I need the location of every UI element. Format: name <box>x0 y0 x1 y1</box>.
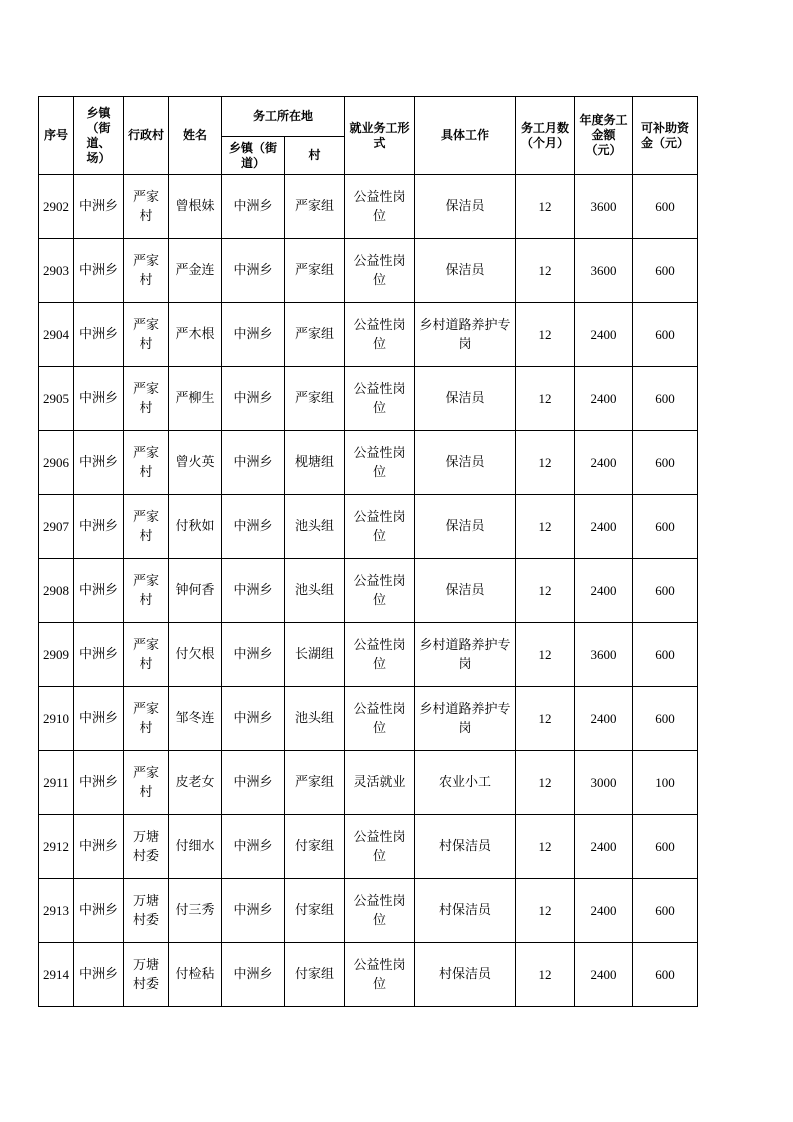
header-town <box>74 97 124 175</box>
cell-job-text: 保洁员 <box>445 455 485 470</box>
cell-job <box>415 751 516 815</box>
cell-loc-village: 严家组 <box>285 751 345 815</box>
cell-loc-village: 严家组 <box>285 239 345 303</box>
header-village: 行政村 <box>124 97 169 175</box>
header-job: 具体工作 <box>415 97 516 175</box>
cell-town: 中洲乡 <box>74 879 124 943</box>
cell-months: 12 <box>516 175 575 239</box>
header-town-label: 乡镇（街道、场） <box>86 105 111 165</box>
cell-seq: 2907 <box>39 495 74 559</box>
cell-seq: 2903 <box>39 239 74 303</box>
cell-loc-village: 严家组 <box>285 303 345 367</box>
cell-seq: 2909 <box>39 623 74 687</box>
cell-employment-form-text: 公益性岗位 <box>353 509 406 544</box>
cell-job-text: 村保洁员 <box>439 967 492 982</box>
cell-loc-town: 中洲乡 <box>222 431 285 495</box>
cell-name: 付秋如 <box>169 495 222 559</box>
table-row <box>39 495 698 559</box>
cell-job-text: 保洁员 <box>445 199 485 214</box>
cell-employment-form-text: 公益性岗位 <box>353 893 406 928</box>
cell-months: 12 <box>516 559 575 623</box>
cell-employment-form <box>345 367 415 431</box>
cell-employment-form <box>345 687 415 751</box>
cell-village-text: 严家村 <box>132 701 159 736</box>
cell-job <box>415 495 516 559</box>
cell-seq: 2910 <box>39 687 74 751</box>
cell-loc-village: 付家组 <box>285 879 345 943</box>
cell-months: 12 <box>516 431 575 495</box>
header-seq: 序号 <box>39 97 74 175</box>
cell-subsidy: 600 <box>633 623 698 687</box>
cell-employment-form <box>345 815 415 879</box>
header-subsidy <box>633 97 698 175</box>
cell-village-text: 万塘村委 <box>132 829 159 864</box>
cell-village <box>124 943 169 1007</box>
cell-village <box>124 367 169 431</box>
cell-annual-amount: 3000 <box>575 751 633 815</box>
cell-loc-village: 池头组 <box>285 495 345 559</box>
cell-seq: 2912 <box>39 815 74 879</box>
cell-months: 12 <box>516 623 575 687</box>
header-employment-form-label: 就业务工形式 <box>349 120 410 150</box>
cell-months: 12 <box>516 687 575 751</box>
cell-name: 付细水 <box>169 815 222 879</box>
cell-subsidy: 600 <box>633 431 698 495</box>
cell-employment-form-text: 公益性岗位 <box>353 701 406 736</box>
cell-employment-form <box>345 879 415 943</box>
cell-months: 12 <box>516 495 575 559</box>
cell-loc-town: 中洲乡 <box>222 367 285 431</box>
cell-town: 中洲乡 <box>74 239 124 303</box>
cell-town: 中洲乡 <box>74 559 124 623</box>
cell-town: 中洲乡 <box>74 431 124 495</box>
cell-village-text: 万塘村委 <box>132 893 159 928</box>
cell-loc-town: 中洲乡 <box>222 303 285 367</box>
cell-village-text: 严家村 <box>132 381 159 416</box>
cell-village <box>124 687 169 751</box>
cell-village-text: 严家村 <box>132 637 159 672</box>
cell-village <box>124 431 169 495</box>
cell-employment-form-text: 公益性岗位 <box>353 189 406 224</box>
cell-subsidy: 600 <box>633 239 698 303</box>
header-loc-village: 村 <box>285 137 345 175</box>
cell-seq: 2905 <box>39 367 74 431</box>
table-row <box>39 623 698 687</box>
cell-loc-village: 枧塘组 <box>285 431 345 495</box>
cell-employment-form-text: 公益性岗位 <box>353 253 406 288</box>
cell-village-text: 严家村 <box>132 253 159 288</box>
cell-subsidy: 600 <box>633 367 698 431</box>
cell-village-text: 严家村 <box>132 189 159 224</box>
cell-name: 付三秀 <box>169 879 222 943</box>
cell-loc-village: 长湖组 <box>285 623 345 687</box>
cell-subsidy: 600 <box>633 879 698 943</box>
cell-annual-amount: 2400 <box>575 367 633 431</box>
cell-loc-village: 严家组 <box>285 367 345 431</box>
cell-job <box>415 239 516 303</box>
cell-loc-town: 中洲乡 <box>222 239 285 303</box>
cell-village <box>124 303 169 367</box>
table-row <box>39 943 698 1007</box>
cell-name: 严柳生 <box>169 367 222 431</box>
cell-village <box>124 495 169 559</box>
cell-months: 12 <box>516 239 575 303</box>
cell-annual-amount: 3600 <box>575 175 633 239</box>
cell-job-text: 乡村道路养护专岗 <box>419 317 511 352</box>
cell-job-text: 村保洁员 <box>439 903 492 918</box>
cell-village <box>124 559 169 623</box>
cell-job <box>415 431 516 495</box>
cell-job-text: 保洁员 <box>445 391 485 406</box>
cell-job-text: 保洁员 <box>445 583 485 598</box>
cell-employment-form-text: 公益性岗位 <box>353 381 406 416</box>
cell-name: 钟何香 <box>169 559 222 623</box>
cell-months: 12 <box>516 303 575 367</box>
cell-employment-form <box>345 751 415 815</box>
table-row <box>39 559 698 623</box>
cell-annual-amount: 2400 <box>575 687 633 751</box>
table-row <box>39 175 698 239</box>
cell-subsidy: 600 <box>633 943 698 1007</box>
cell-employment-form <box>345 495 415 559</box>
header-loc-town <box>222 137 285 175</box>
cell-employment-form <box>345 303 415 367</box>
cell-seq: 2911 <box>39 751 74 815</box>
cell-job <box>415 367 516 431</box>
cell-employment-form-text: 公益性岗位 <box>353 445 406 480</box>
header-name: 姓名 <box>169 97 222 175</box>
cell-town: 中洲乡 <box>74 367 124 431</box>
cell-job <box>415 623 516 687</box>
cell-loc-town: 中洲乡 <box>222 879 285 943</box>
cell-name: 曾根妹 <box>169 175 222 239</box>
cell-annual-amount: 2400 <box>575 431 633 495</box>
cell-seq: 2906 <box>39 431 74 495</box>
cell-employment-form <box>345 943 415 1007</box>
cell-town: 中洲乡 <box>74 623 124 687</box>
cell-job-text: 村保洁员 <box>439 839 492 854</box>
cell-employment-form <box>345 559 415 623</box>
cell-village <box>124 175 169 239</box>
cell-subsidy: 600 <box>633 175 698 239</box>
cell-annual-amount: 3600 <box>575 623 633 687</box>
cell-employment-form-text: 公益性岗位 <box>353 573 406 608</box>
cell-job <box>415 175 516 239</box>
cell-village-text: 严家村 <box>132 765 159 800</box>
cell-annual-amount: 2400 <box>575 879 633 943</box>
cell-village-text: 严家村 <box>132 509 159 544</box>
employment-subsidy-table <box>38 96 698 1007</box>
cell-village <box>124 239 169 303</box>
header-employment-form <box>345 97 415 175</box>
header-loc-town-label: 乡镇（街道） <box>228 140 277 170</box>
cell-subsidy: 600 <box>633 815 698 879</box>
cell-annual-amount: 2400 <box>575 495 633 559</box>
cell-job-text: 乡村道路养护专岗 <box>419 701 511 736</box>
cell-seq: 2913 <box>39 879 74 943</box>
table-row <box>39 303 698 367</box>
cell-loc-town: 中洲乡 <box>222 751 285 815</box>
cell-months: 12 <box>516 751 575 815</box>
cell-employment-form-text: 公益性岗位 <box>353 957 406 992</box>
cell-annual-amount: 2400 <box>575 815 633 879</box>
cell-annual-amount: 2400 <box>575 303 633 367</box>
table-row <box>39 431 698 495</box>
cell-job <box>415 559 516 623</box>
cell-village-text: 严家村 <box>132 573 159 608</box>
cell-annual-amount: 3600 <box>575 239 633 303</box>
cell-employment-form-text: 公益性岗位 <box>353 317 406 352</box>
cell-loc-town: 中洲乡 <box>222 559 285 623</box>
cell-village-text: 严家村 <box>132 317 159 352</box>
cell-town: 中洲乡 <box>74 687 124 751</box>
cell-town: 中洲乡 <box>74 175 124 239</box>
cell-job-text: 保洁员 <box>445 263 485 278</box>
cell-loc-town: 中洲乡 <box>222 687 285 751</box>
cell-village <box>124 623 169 687</box>
cell-employment-form <box>345 239 415 303</box>
cell-months: 12 <box>516 879 575 943</box>
header-subsidy-label: 可补助资金（元） <box>641 120 690 150</box>
cell-loc-village: 池头组 <box>285 687 345 751</box>
cell-loc-village: 池头组 <box>285 559 345 623</box>
table-row <box>39 751 698 815</box>
header-annual-amount-label: 年度务工金额（元） <box>579 113 628 157</box>
cell-name: 皮老女 <box>169 751 222 815</box>
cell-employment-form <box>345 431 415 495</box>
table-row <box>39 815 698 879</box>
cell-job <box>415 687 516 751</box>
cell-seq: 2914 <box>39 943 74 1007</box>
cell-subsidy: 600 <box>633 559 698 623</box>
cell-months: 12 <box>516 815 575 879</box>
cell-name: 邹冬连 <box>169 687 222 751</box>
table-row <box>39 367 698 431</box>
cell-job-text: 农业小工 <box>439 775 492 790</box>
cell-subsidy: 600 <box>633 495 698 559</box>
cell-town: 中洲乡 <box>74 751 124 815</box>
cell-annual-amount: 2400 <box>575 559 633 623</box>
cell-job <box>415 815 516 879</box>
cell-loc-town: 中洲乡 <box>222 623 285 687</box>
cell-employment-form-text: 灵活就业 <box>353 775 406 790</box>
cell-name: 付检秥 <box>169 943 222 1007</box>
cell-village <box>124 815 169 879</box>
cell-employment-form-text: 公益性岗位 <box>353 637 406 672</box>
cell-months: 12 <box>516 367 575 431</box>
header-months-label: 务工月数（个月） <box>521 120 570 150</box>
cell-annual-amount: 2400 <box>575 943 633 1007</box>
cell-job-text: 乡村道路养护专岗 <box>419 637 511 672</box>
cell-job <box>415 879 516 943</box>
cell-loc-village: 严家组 <box>285 175 345 239</box>
cell-job <box>415 303 516 367</box>
cell-subsidy: 600 <box>633 687 698 751</box>
cell-village-text: 严家村 <box>132 445 159 480</box>
header-work-location: 务工所在地 <box>222 97 345 137</box>
cell-name: 严金连 <box>169 239 222 303</box>
cell-name: 严木根 <box>169 303 222 367</box>
cell-subsidy: 100 <box>633 751 698 815</box>
cell-seq: 2908 <box>39 559 74 623</box>
header-row-1 <box>39 97 698 137</box>
cell-loc-village: 付家组 <box>285 943 345 1007</box>
cell-employment-form-text: 公益性岗位 <box>353 829 406 864</box>
cell-loc-town: 中洲乡 <box>222 495 285 559</box>
cell-loc-village: 付家组 <box>285 815 345 879</box>
cell-town: 中洲乡 <box>74 943 124 1007</box>
cell-employment-form <box>345 175 415 239</box>
cell-job-text: 保洁员 <box>445 519 485 534</box>
cell-months: 12 <box>516 943 575 1007</box>
cell-loc-town: 中洲乡 <box>222 175 285 239</box>
table-row <box>39 239 698 303</box>
cell-town: 中洲乡 <box>74 495 124 559</box>
cell-village <box>124 879 169 943</box>
cell-name: 付欠根 <box>169 623 222 687</box>
cell-name: 曾火英 <box>169 431 222 495</box>
cell-loc-town: 中洲乡 <box>222 943 285 1007</box>
header-months <box>516 97 575 175</box>
table-row <box>39 687 698 751</box>
table-body <box>39 175 698 1007</box>
cell-seq: 2904 <box>39 303 74 367</box>
cell-seq: 2902 <box>39 175 74 239</box>
cell-subsidy: 600 <box>633 303 698 367</box>
cell-village-text: 万塘村委 <box>132 957 159 992</box>
cell-job <box>415 943 516 1007</box>
cell-loc-town: 中洲乡 <box>222 815 285 879</box>
table-row <box>39 879 698 943</box>
cell-village <box>124 751 169 815</box>
cell-town: 中洲乡 <box>74 815 124 879</box>
cell-town: 中洲乡 <box>74 303 124 367</box>
cell-employment-form <box>345 623 415 687</box>
header-annual-amount <box>575 97 633 175</box>
